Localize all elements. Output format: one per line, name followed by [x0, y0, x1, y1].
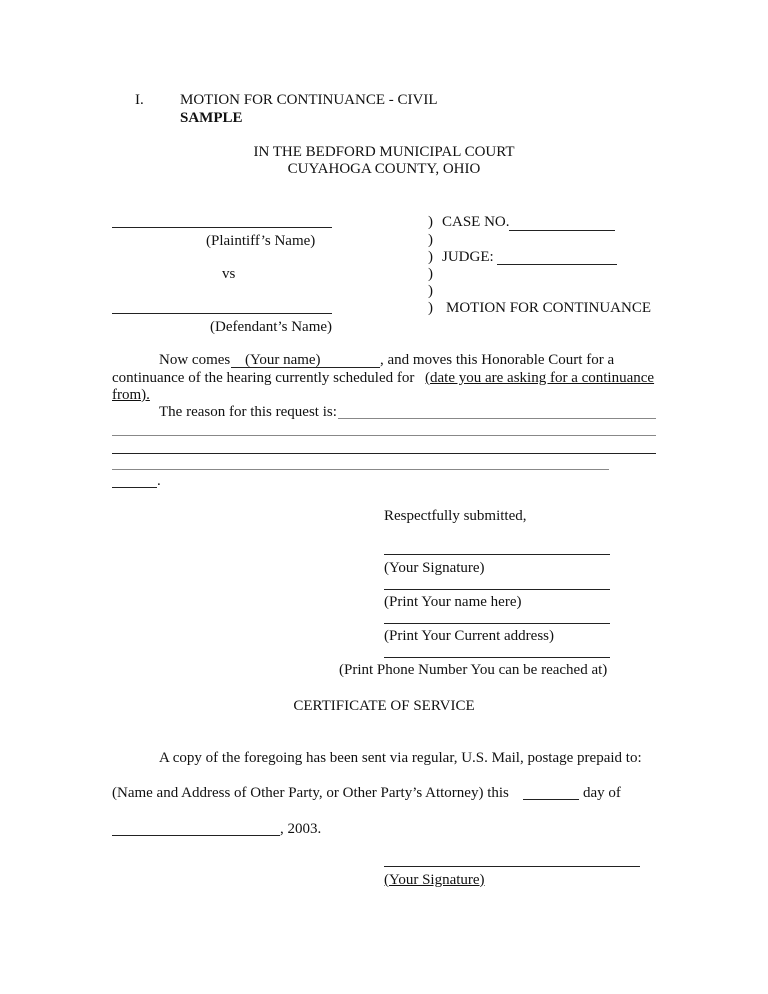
closing-text: Respectfully submitted, — [384, 508, 527, 524]
caption-paren: ) — [428, 249, 433, 265]
address-label: (Print Your Current address) — [384, 628, 554, 644]
caption-paren: ) — [428, 232, 433, 248]
document-subtitle: SAMPLE — [180, 110, 243, 126]
reason-label: The reason for this request is: — [159, 404, 337, 420]
plaintiff-name-line[interactable] — [112, 227, 332, 228]
versus-label: vs — [222, 266, 236, 282]
continuance-text: continuance of the hearing currently scheduled for — [112, 370, 415, 386]
date-placeholder-end: from). — [112, 387, 150, 403]
moves-text: , and moves this Honorable Court for a — [380, 352, 615, 368]
section-number: I. — [135, 92, 144, 108]
court-name: IN THE BEDFORD MUNICIPAL COURT — [253, 144, 515, 160]
reason-line[interactable] — [112, 453, 656, 454]
date-placeholder: (date you are asking for a continuance — [425, 370, 655, 386]
other-party-text: (Name and Address of Other Party, or Other Party’s Attorney) this — [112, 785, 509, 801]
certificate-text: A copy of the foregoing has been sent via regular, U.S. Mail, postage prepaid to: — [159, 750, 642, 766]
certificate-signature-line[interactable] — [384, 866, 640, 867]
day-of-text: day of — [583, 785, 621, 801]
court-county: CUYAHOGA COUNTY, OHIO — [287, 161, 481, 177]
phone-line[interactable] — [384, 657, 610, 658]
defendant-label: (Defendant’s Name) — [210, 319, 333, 335]
year-text: , 2003. — [280, 821, 322, 837]
signature-line[interactable] — [384, 554, 610, 555]
caption-paren: ) — [428, 283, 433, 299]
print-name-label: (Print Your name here) — [384, 594, 522, 610]
defendant-name-line[interactable] — [112, 313, 332, 314]
address-line[interactable] — [384, 623, 610, 624]
document-title: MOTION FOR CONTINUANCE - CIVIL — [180, 92, 438, 108]
case-no-label: CASE NO. — [442, 214, 510, 230]
now-comes-text: Now comes — [159, 352, 231, 368]
print-name-line[interactable] — [384, 589, 610, 590]
judge-line[interactable] — [497, 264, 617, 265]
your-name-placeholder: (Your name) — [245, 352, 321, 368]
reason-line[interactable] — [338, 418, 656, 419]
plaintiff-label: (Plaintiff’s Name) — [206, 233, 316, 249]
month-line[interactable] — [112, 835, 280, 836]
caption-paren: ) — [428, 300, 433, 316]
judge-label: JUDGE: — [442, 249, 494, 265]
phone-label: (Print Phone Number You can be reached at) — [339, 662, 608, 678]
motion-label: MOTION FOR CONTINUANCE — [446, 300, 651, 316]
signature-label: (Your Signature) — [384, 560, 485, 576]
day-line[interactable] — [523, 799, 579, 800]
caption-paren: ) — [428, 266, 433, 282]
case-no-line[interactable] — [509, 230, 615, 231]
certificate-signature-label: (Your Signature) — [384, 872, 485, 888]
reason-end-period: . — [157, 473, 161, 489]
certificate-title: CERTIFICATE OF SERVICE — [293, 698, 475, 714]
reason-line[interactable] — [112, 469, 609, 470]
caption-paren: ) — [428, 214, 433, 230]
reason-line[interactable] — [112, 487, 157, 488]
reason-line[interactable] — [112, 435, 656, 436]
